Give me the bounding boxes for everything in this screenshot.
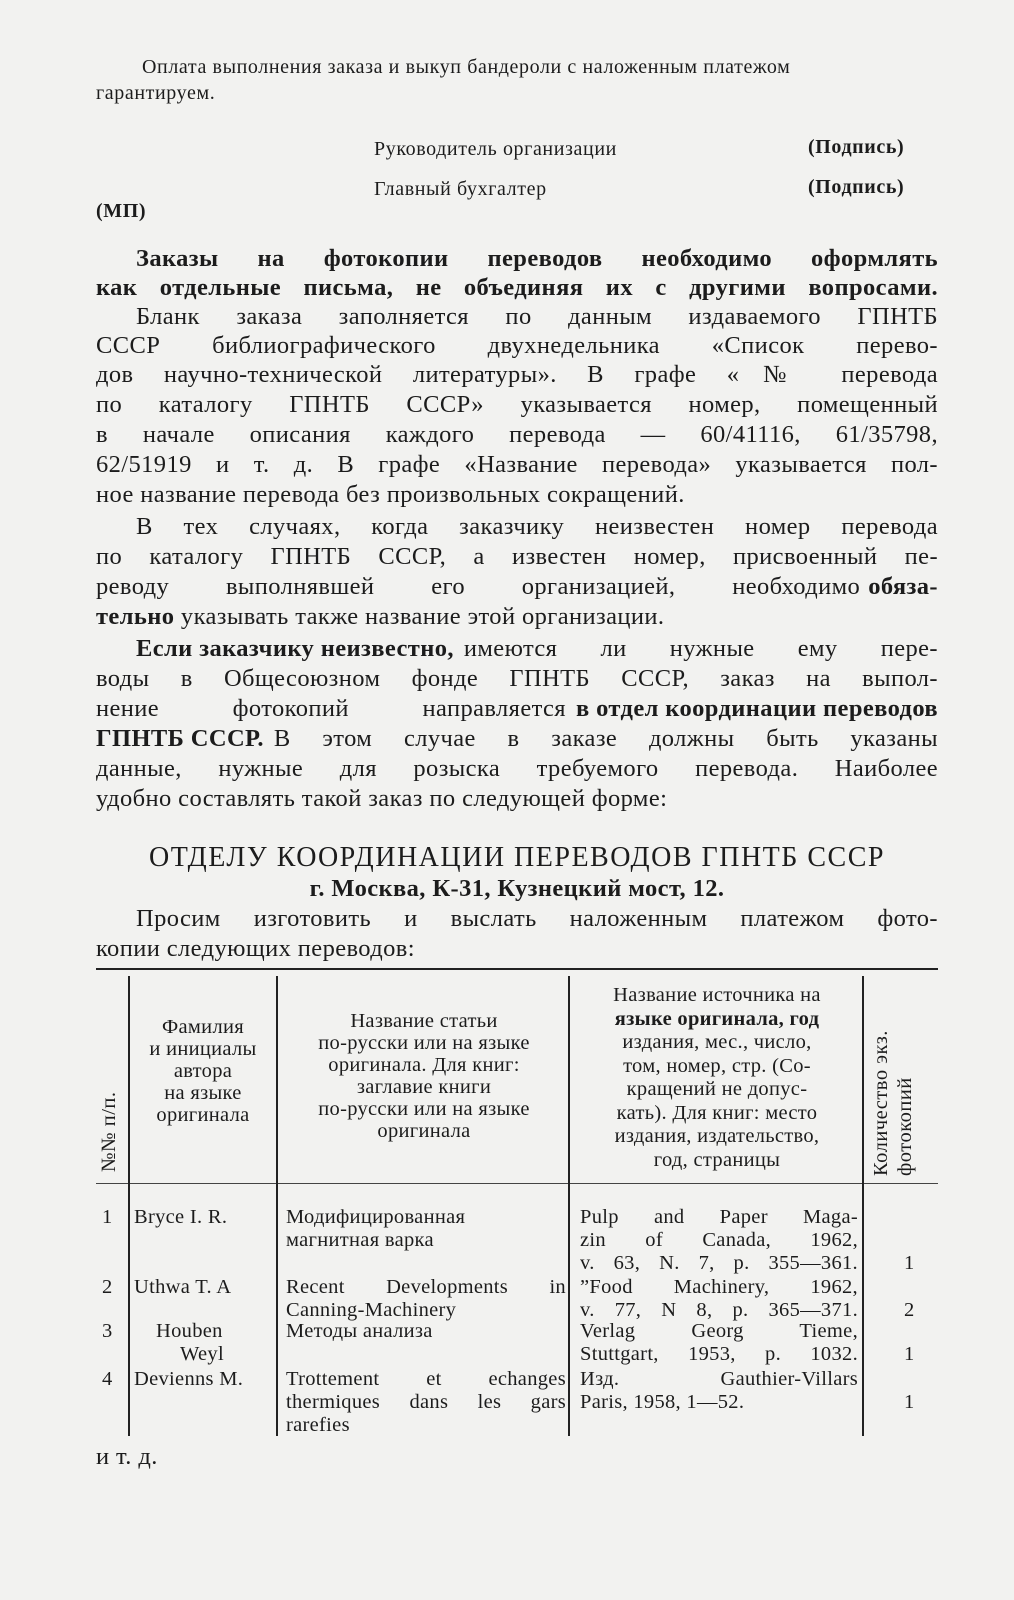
accountant-label: Главный бухгалтер: [374, 178, 547, 200]
para2-line-4-bold: тельно: [96, 603, 175, 630]
row-1-source-3: v. 63, N. 7, p. 355—361.: [580, 1252, 858, 1274]
row-1-title-2: магнитная варка: [286, 1229, 434, 1251]
row-4-author: Devienns M.: [134, 1368, 244, 1390]
row-2-source-1: ”Food Machinery, 1962,: [580, 1276, 858, 1298]
row-2-title-1: Recent Developments in: [286, 1276, 566, 1298]
header-source-line: языке оригинала, год: [614, 1007, 820, 1030]
form-request-line-1: Просим изготовить и выслать наложенным платежом фото-: [136, 905, 938, 932]
header-author-line: на языке: [164, 1082, 242, 1104]
row-3-num: 3: [102, 1320, 113, 1342]
header-author-line: Фамилия: [162, 1016, 244, 1038]
seal-placeholder: (МП): [96, 200, 147, 222]
table-header-rule: [96, 1183, 938, 1184]
para1-line-4: по каталогу ГПНТБ СССР» указывается номер, помещенный: [96, 391, 938, 418]
header-title-line: оригинала. Для книг:: [328, 1054, 520, 1076]
row-2-num: 2: [102, 1276, 113, 1298]
table-col-divider-2: [276, 976, 278, 1436]
row-1-source-2: zin of Canada, 1962,: [580, 1229, 858, 1251]
header-author: [130, 1016, 276, 1126]
header-title-line: оригинала: [377, 1120, 471, 1142]
para1-line-1: Бланк заказа заполняется по данным издаваемого ГПНТБ: [136, 303, 938, 330]
row-1-author: Bryce I. R.: [134, 1206, 228, 1228]
para2-line-3: [96, 572, 938, 602]
accountant-signature: (Подпись): [808, 176, 905, 198]
header-source-line: кать). Для книг: место: [616, 1101, 818, 1124]
head-label: Руководитель организации: [374, 138, 617, 160]
para3-line-3-bold: в отдел координации переводов: [575, 695, 938, 722]
para3-line-1-text: имеются ли нужные ему пере-: [463, 635, 938, 662]
form-request-line-2: копии следующих переводов:: [96, 935, 415, 962]
notice-line-1: Заказы на фотокопии переводов необходимо оформлять: [136, 245, 938, 272]
header-author-line: и инициалы: [149, 1038, 257, 1060]
row-3-author-2: Weyl: [180, 1343, 224, 1365]
row-4-qty: 1: [904, 1391, 915, 1413]
para1-line-2: СССР библиографического двухнедельника «Список перево-: [96, 332, 938, 359]
header-source-line: год, страницы: [653, 1148, 781, 1171]
header-title-line: Название статьи: [350, 1010, 498, 1032]
row-4-title-2: thermiques dans les gars: [286, 1391, 566, 1413]
header-source-line: издания, издательство,: [614, 1125, 820, 1147]
row-1-qty: 1: [904, 1252, 915, 1274]
para2-line-1: В тех случаях, когда заказчику неизвестен номер перевода: [136, 513, 938, 540]
footer-etc: и т. д.: [96, 1443, 158, 1470]
para1-line-7: ное название перевода без произвольных сокращений.: [96, 481, 685, 508]
row-3-author-1: Houben: [156, 1320, 223, 1342]
header-title-line: заглавие книги: [356, 1076, 492, 1098]
para3-line-4-bold: ГПНТБ СССР.: [96, 725, 264, 752]
para1-line-5: в начале описания каждого перевода — 60/41116, 61/35798,: [96, 421, 938, 448]
para3-line-3: [96, 694, 938, 724]
notice-line-2: как отдельные письма, не объединяя их с другими вопросами.: [96, 274, 938, 301]
row-4-num: 4: [102, 1368, 113, 1390]
row-3-qty: 1: [904, 1343, 915, 1365]
para2-line-3-bold: обяза-: [868, 573, 938, 600]
row-3-source-1: Verlag Georg Tieme,: [580, 1320, 858, 1342]
para3-line-3-text: нение фотокопий направляется: [96, 695, 566, 722]
row-1-source-1: Pulp and Paper Maga-: [580, 1206, 858, 1228]
header-title-line: по-русски или на языке: [318, 1098, 530, 1120]
para1-line-6: 62/51919 и т. д. В графе «Название перевода» указывается пол-: [96, 451, 938, 478]
header-source: [571, 984, 863, 1172]
header-source-line: Название источника на: [613, 984, 821, 1006]
row-3-title: Методы анализа: [286, 1320, 433, 1342]
para3-line-4-text: В этом случае в заказе должны быть указаны: [273, 725, 938, 752]
guarantee-line-1: Оплата выполнения заказа и выкуп бандероли с наложенным платежом: [142, 56, 791, 78]
form-address: г. Москва, К-31, Кузнецкий мост, 12.: [309, 875, 725, 902]
header-source-line: кращений не допус-: [626, 1078, 808, 1100]
para3-line-2: воды в Общесоюзном фонде ГПНТБ СССР, заказ на выпол-: [96, 665, 938, 692]
header-num: №№ п/п.: [98, 1091, 120, 1172]
form-title: ОТДЕЛУ КООРДИНАЦИИ ПЕРЕВОДОВ ГПНТБ СССР: [149, 842, 885, 873]
header-title: [279, 1010, 569, 1142]
para2-line-4-text: указывать также название этой организации.: [180, 603, 665, 630]
guarantee-line-2: гарантируем.: [96, 82, 216, 104]
row-1-title-1: Модифицированная: [286, 1206, 466, 1228]
row-2-title-2: Canning-Machinery: [286, 1299, 457, 1321]
header-title-line: по-русски или на языке: [318, 1032, 530, 1054]
header-author-line: оригинала: [156, 1104, 250, 1126]
row-3-source-2: Stuttgart, 1953, p. 1032.: [580, 1343, 858, 1365]
row-4-title-3: rarefies: [286, 1414, 350, 1436]
header-source-line: том, номер, стр. (Со-: [623, 1054, 811, 1077]
para1-line-3: дов научно-технической литературы». В графе «№ перевода: [96, 361, 938, 388]
para3-line-1: [136, 634, 938, 664]
para3-line-4: [96, 724, 938, 754]
header-qty-line-1: Количество экз.: [870, 1030, 892, 1176]
row-2-qty: 2: [904, 1299, 915, 1321]
row-2-source-2: v. 77, N 8, p. 365—371.: [580, 1299, 858, 1321]
row-4-source-2: Paris, 1958, 1—52.: [580, 1391, 745, 1413]
para2-line-2: по каталогу ГПНТБ СССР, а известен номер, присвоенный пе-: [96, 543, 938, 570]
para2-line-4: [96, 602, 664, 632]
header-qty-line-2: фотокопий: [894, 1077, 916, 1176]
para2-line-3-text: реводу выполнявшей его организацией, необходимо: [96, 573, 861, 600]
head-signature: (Подпись): [808, 136, 905, 158]
row-1-num: 1: [102, 1206, 113, 1228]
para3-line-6: удобно составлять такой заказ по следующей форме:: [96, 785, 668, 812]
para3-line-1-bold: Если заказчику неизвестно,: [136, 635, 454, 662]
header-source-line: издания, мес., число,: [622, 1031, 812, 1053]
row-4-title-1: Trottement et echanges: [286, 1368, 566, 1390]
row-4-source-1: Изд. Gauthier-Villars: [580, 1368, 858, 1390]
header-author-line: автора: [173, 1060, 233, 1082]
table-top-rule: [96, 968, 938, 970]
row-2-author: Uthwa T. A: [134, 1276, 232, 1298]
para3-line-5: данные, нужные для розыска требуемого перевода. Наиболее: [96, 755, 938, 782]
